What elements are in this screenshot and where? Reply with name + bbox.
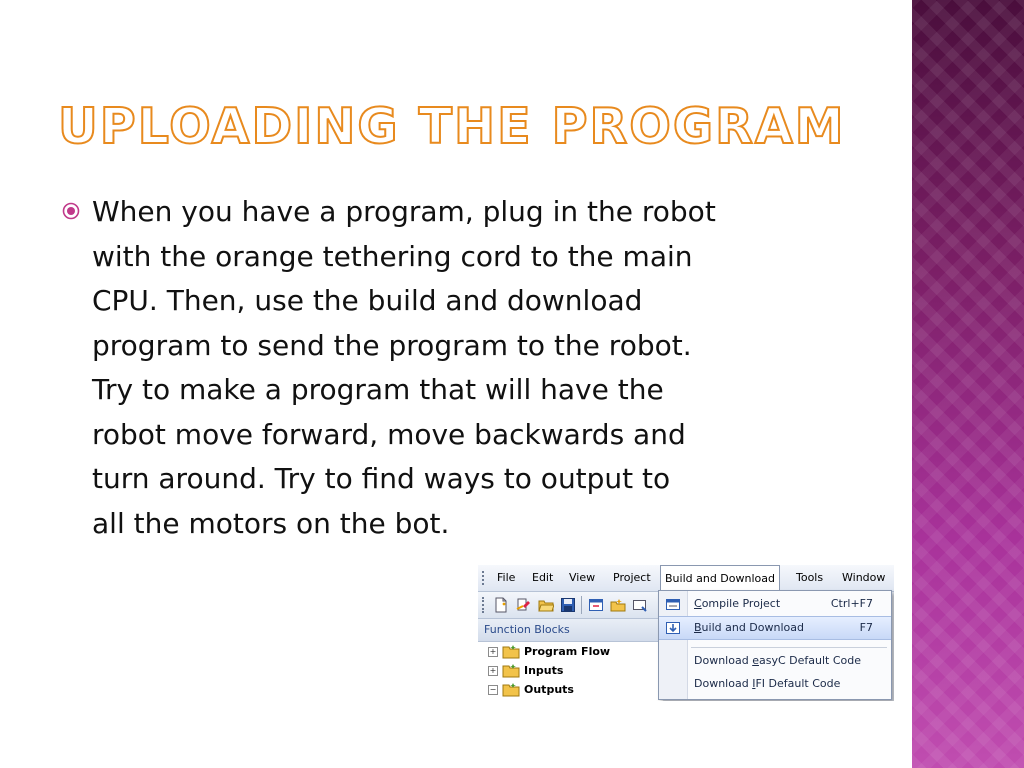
slide-title: UPLOADING THE PROGRAM bbox=[58, 98, 846, 155]
open-icon[interactable] bbox=[515, 597, 531, 613]
expand-icon[interactable]: + bbox=[489, 647, 497, 656]
menu-separator bbox=[691, 647, 887, 648]
compile-icon bbox=[665, 596, 681, 612]
menu-build-and-download[interactable]: Build and Download bbox=[660, 565, 780, 591]
menu-item-build-and-download[interactable] bbox=[659, 616, 891, 640]
save-icon[interactable] bbox=[560, 597, 576, 613]
folder-icon[interactable] bbox=[538, 597, 554, 613]
build-and-download-menu bbox=[658, 590, 892, 700]
menu-view[interactable]: View bbox=[569, 571, 596, 584]
menu-item-compile-project[interactable] bbox=[659, 593, 891, 615]
toolbar-grip bbox=[482, 597, 487, 613]
tree-label: Outputs bbox=[524, 683, 574, 696]
panel-title: Function Blocks bbox=[484, 623, 570, 636]
menu-item-label: Compile Project bbox=[694, 597, 781, 610]
tree-label: Program Flow bbox=[524, 645, 611, 658]
function-blocks-header bbox=[478, 619, 663, 642]
menu-grip bbox=[482, 571, 487, 585]
expand-icon[interactable]: + bbox=[489, 666, 497, 675]
menu-file[interactable]: File bbox=[497, 571, 516, 584]
wizard-icon[interactable] bbox=[610, 597, 626, 613]
folder-icon bbox=[502, 663, 520, 678]
menu-item-label: Download IFI Default Code bbox=[694, 677, 841, 690]
bullet-item bbox=[62, 190, 842, 546]
software-screenshot bbox=[478, 565, 894, 701]
toolbar-separator bbox=[581, 596, 582, 614]
function-blocks-tree bbox=[478, 642, 663, 701]
build-download-icon bbox=[665, 620, 681, 636]
new-file-icon[interactable] bbox=[493, 597, 509, 613]
menu-item-download-easyc-default-code[interactable] bbox=[659, 650, 891, 672]
menu-item-label: Download easyC Default Code bbox=[694, 654, 861, 667]
decorative-side-band bbox=[912, 0, 1024, 768]
menu-window[interactable]: Window bbox=[842, 571, 886, 584]
menu-project[interactable]: Project bbox=[613, 571, 651, 584]
menu-item-download-ifi-default-code[interactable] bbox=[659, 673, 891, 695]
shortcut-label: F7 bbox=[859, 621, 873, 634]
tree-label: Inputs bbox=[524, 664, 564, 677]
folder-icon bbox=[502, 644, 520, 659]
menu-bar bbox=[478, 565, 894, 592]
shortcut-label: Ctrl+F7 bbox=[830, 597, 873, 610]
menu-edit[interactable]: Edit bbox=[532, 571, 554, 584]
toolbar bbox=[478, 592, 663, 619]
menu-item-label: Build and Download bbox=[694, 621, 804, 634]
compile-icon[interactable] bbox=[632, 597, 648, 613]
window-icon[interactable] bbox=[588, 597, 604, 613]
folder-icon bbox=[502, 682, 520, 697]
menu-tools[interactable]: Tools bbox=[796, 571, 824, 584]
bullet-circle-icon bbox=[62, 202, 80, 220]
collapse-icon[interactable]: − bbox=[489, 685, 497, 694]
bullet-text: When you have a program, plug in the robot with the orange tethering cord to the main CPU. Then, use the build and download program to send the program to the robot. Try to make a program that will have the robot move forward, move backwards and turn around. Try to find ways to output to all the motors on the bot. bbox=[92, 195, 716, 540]
